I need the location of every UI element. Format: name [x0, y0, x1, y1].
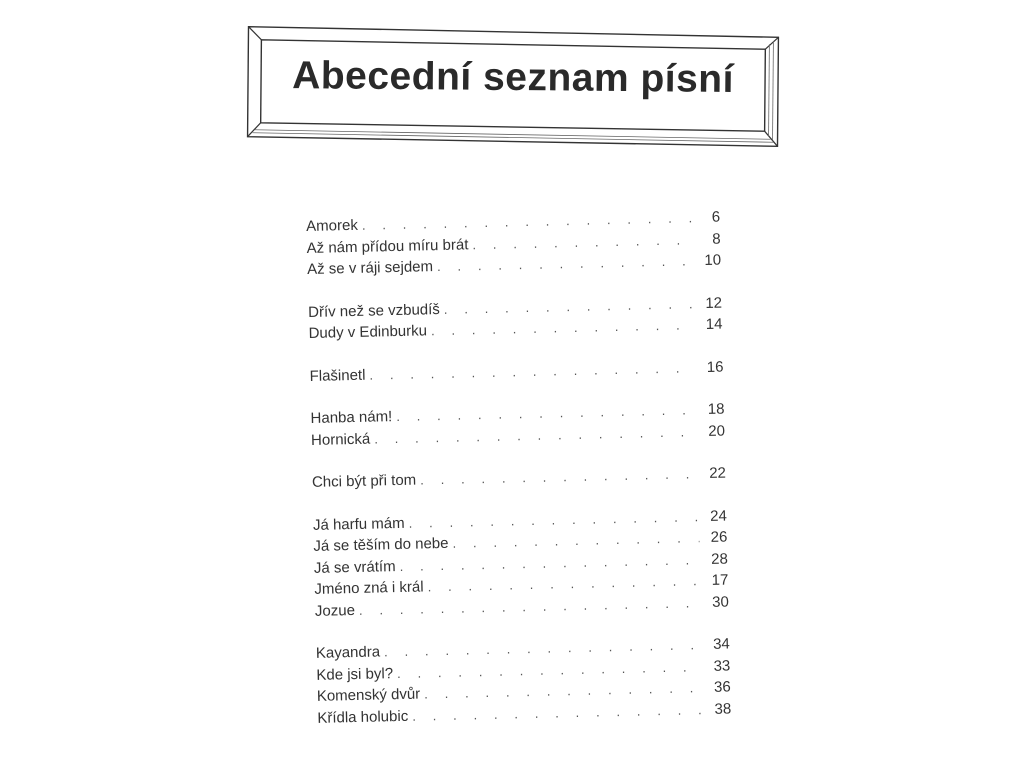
- dot-leader: [420, 466, 698, 487]
- song-title: Chci být při tom: [311, 471, 417, 491]
- song-title: Já harfu mám: [312, 514, 405, 534]
- page-title: Abecední seznam písní: [291, 54, 735, 101]
- song-title: Kde jsi byl?: [316, 664, 394, 684]
- song-title: Flašinetl: [309, 366, 366, 385]
- dot-leader: [384, 637, 702, 659]
- song-title: Křídla holubic: [317, 707, 409, 727]
- song-title: Dřív než se vzbudíš: [307, 300, 441, 321]
- letter-group: [309, 358, 723, 389]
- page-number: 20: [708, 422, 726, 440]
- song-title: Já se těším do nebe: [313, 534, 449, 555]
- dot-leader: [437, 253, 693, 274]
- page-number: 22: [709, 464, 727, 482]
- page-number: 18: [707, 400, 725, 418]
- song-title: Dudy v Edinburku: [308, 322, 428, 342]
- song-title: Hornická: [310, 430, 371, 449]
- letter-group: [313, 507, 729, 624]
- page-number: 6: [711, 208, 721, 226]
- letter-group: [306, 209, 721, 283]
- page-number: 26: [710, 528, 728, 546]
- song-title: Já se vrátím: [313, 557, 396, 577]
- page-number: 10: [704, 251, 722, 269]
- song-index-list: [306, 209, 732, 752]
- letter-group: [316, 635, 732, 730]
- song-title: Až nám přídou míru brát: [306, 235, 469, 257]
- dot-leader: [362, 210, 693, 232]
- dot-leader: [444, 296, 695, 317]
- song-title: Jméno zná i král: [314, 578, 424, 598]
- song-title: Kayandra: [315, 643, 381, 662]
- page-number: 30: [711, 593, 730, 611]
- page-number: 12: [705, 294, 723, 312]
- song-entry: [309, 358, 723, 389]
- dot-leader: [396, 402, 697, 424]
- page-number: 36: [713, 678, 731, 696]
- page-number: 38: [714, 699, 732, 718]
- song-title: Jozue: [314, 601, 356, 620]
- page-number: 33: [713, 656, 731, 675]
- dot-leader: [452, 530, 699, 551]
- song-entry: [312, 465, 726, 496]
- page-number: 24: [709, 507, 728, 525]
- page-number: 17: [711, 571, 729, 589]
- dot-leader: [369, 360, 695, 382]
- title-frame: [246, 26, 779, 148]
- dot-leader: [408, 509, 699, 531]
- song-title: Komenský dvůr: [316, 685, 421, 705]
- song-title: Amorek: [306, 216, 359, 235]
- letter-group: [310, 401, 725, 453]
- letter-group: [312, 465, 726, 496]
- song-title: Hanba nám!: [310, 408, 393, 427]
- dot-leader: [431, 317, 695, 338]
- page-number: 8: [712, 230, 721, 248]
- page-number: 34: [712, 635, 730, 653]
- song-title: Až se v ráji sejdem: [306, 258, 434, 278]
- page-number: 14: [705, 315, 723, 333]
- page-number: 16: [706, 358, 724, 376]
- page-number: 28: [710, 550, 729, 568]
- dot-leader: [472, 232, 693, 252]
- letter-group: [308, 294, 723, 346]
